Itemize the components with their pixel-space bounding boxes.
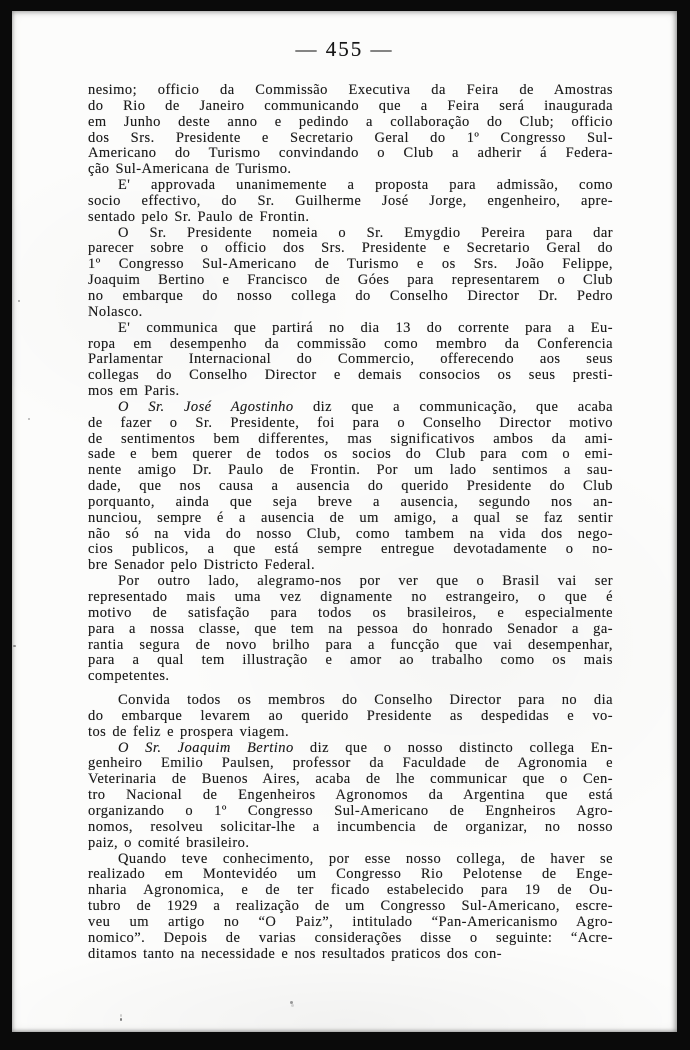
page-text: [88, 83, 613, 962]
text-segment: motivo de satisfação para todos os brasileiros, e especialmente: [88, 604, 613, 621]
text-line: [88, 669, 613, 685]
text-segment: socio effectivo, do Sr. Guilherme José Jorge, engenheiro, apre-: [88, 192, 613, 209]
text-segment: veu um artigo no “O Paiz”, intitulado “Pan-Americanismo Agro-: [88, 913, 613, 930]
text-line: [88, 241, 613, 257]
text-line: [88, 257, 613, 273]
text-segment: dade, que nos causa a ausencia do querido Presidente do Club: [88, 478, 613, 495]
text-segment: 1º Congresso Sul-Americano de Turismo e os Srs. João Felippe,: [88, 256, 613, 273]
speaker-name: O Sr. Joaquim Bertino: [118, 739, 294, 756]
text-line: [88, 162, 613, 178]
text-line: [88, 115, 613, 131]
text-segment: tos de feliz e prospera viagem.: [88, 723, 290, 740]
text-segment: em Junho deste anno e pedindo a collaboração do Club; officio: [88, 113, 613, 130]
text-segment: ropa em desempenho da commissão como membro da Conferencia: [88, 335, 613, 352]
text-segment: tubro de 1929 a realização de um Congresso Sul-Americano, escre-: [88, 898, 613, 915]
text-segment: E' communica que partirá no dia 13 do corrente para a Eu-: [118, 319, 613, 336]
text-line: [88, 772, 613, 788]
text-line: [88, 867, 613, 883]
text-segment: de sentimentos bem differentes, mas significativos ambos da ami-: [88, 430, 613, 447]
text-segment: do embarque levarem ao querido Presidente as despedidas e vo-: [88, 707, 613, 724]
scan-speck: [28, 418, 30, 420]
text-line: [88, 146, 613, 162]
text-segment: não só na vida do nosso Club, como tambem na vida dos nego-: [88, 525, 613, 542]
text-segment: nomos, resolveu solicitar-lhe a incumbencia de organizar, no nosso: [88, 818, 613, 835]
text-segment: bre Senador pelo Districto Federal.: [88, 557, 316, 574]
text-segment: nesimo; officio da Commissão Executiva da Feira de Amostras: [88, 82, 613, 98]
text-line: [88, 653, 613, 669]
text-segment: do Rio de Janeiro communicando que a Feira será inaugurada: [88, 97, 613, 114]
text-line: [88, 289, 613, 305]
text-line: [88, 83, 613, 99]
paragraph: [88, 178, 613, 226]
text-segment: paiz, o comité brasileiro.: [88, 834, 250, 851]
text-line: [88, 606, 613, 622]
paragraph: [88, 400, 613, 574]
text-segment: Convida todos os membros do Conselho Director para no dia: [118, 692, 613, 709]
scan-speck: [13, 645, 16, 647]
text-line: [88, 400, 613, 416]
text-line: [88, 384, 613, 400]
page-number: — 455 —: [295, 37, 394, 61]
text-line: [88, 574, 613, 590]
text-line: [88, 432, 613, 448]
text-segment: nente amigo Dr. Paulo de Frontin. Por um lado sentimos a sau-: [88, 462, 613, 479]
text-segment: nharia Agronomica, e de ter ficado estabelecido para 19 de Ou-: [88, 882, 613, 899]
scan-speck: [290, 1001, 293, 1004]
text-line: [88, 693, 613, 709]
text-line: [88, 931, 613, 947]
text-segment: para a nossa classe, que tem na pessoa do honrado Senador a ga-: [88, 620, 613, 637]
paragraph: [88, 83, 613, 178]
paragraph: [88, 693, 613, 741]
text-line: [88, 836, 613, 852]
text-line: [88, 820, 613, 836]
text-segment: mos em Paris.: [88, 383, 180, 400]
text-line: [88, 590, 613, 606]
text-line: [88, 337, 613, 353]
text-segment: ditamos tanto na necessidade e nos resultados praticos dos con-: [88, 945, 502, 962]
scan-speck: [120, 1018, 122, 1021]
text-line: [88, 741, 613, 757]
text-line: [88, 788, 613, 804]
text-segment: sade e bem querer de todos os socios do Club para com o emi-: [88, 446, 613, 463]
text-line: [88, 804, 613, 820]
text-segment: tro Nacional de Engenheiros Agronomos da Argentina que está: [88, 787, 613, 804]
text-line: [88, 899, 613, 915]
text-line: [88, 352, 613, 368]
text-line: [88, 947, 613, 963]
text-segment: nunciou, sempre é a ausencia de um amigo, a qual se faz sentir: [88, 509, 613, 526]
paragraph: [88, 852, 613, 963]
text-segment: Americano do Turismo convindando o Club a adherir á Federa-: [88, 145, 613, 162]
text-line: [88, 495, 613, 511]
text-segment: de fazer o Sr. Presidente, foi para o Conselho Director motivo: [88, 414, 613, 431]
text-line: [88, 852, 613, 868]
text-segment: porquanto, ainda que seja breve a ausencia, segundo nos an-: [88, 493, 613, 510]
text-segment: competentes.: [88, 668, 170, 685]
text-line: [88, 305, 613, 321]
text-segment: E' approvada unanimemente a proposta para admissão, como: [118, 177, 613, 194]
text-line: [88, 756, 613, 772]
text-segment: rantia segura de novo brilho para a funcção que vai desempenhar,: [88, 636, 613, 653]
text-segment: collegas do Conselho Director e demais consocios os seus presti-: [88, 367, 613, 384]
text-line: [88, 915, 613, 931]
text-segment: sentado pelo Sr. Paulo de Frontin.: [88, 208, 310, 225]
paragraph: [88, 574, 613, 685]
paragraph: [88, 741, 613, 852]
text-line: [88, 416, 613, 432]
text-line: [88, 368, 613, 384]
text-line: [88, 622, 613, 638]
text-segment: diz que o nosso distincto collega En-: [293, 739, 614, 756]
text-segment: cios publicos, a que está sempre entregue devotadamente o no-: [88, 541, 613, 558]
text-line: [88, 447, 613, 463]
text-segment: O Sr. Presidente nomeia o Sr. Emygdio Pereira para dar: [118, 224, 613, 241]
text-line: [88, 542, 613, 558]
text-segment: representado mais uma vez dignamente no estrangeiro, o que é: [88, 589, 613, 605]
text-segment: Joaquim Bertino e Francisco de Góes para representarem o Club: [88, 272, 613, 289]
document-page: [12, 11, 677, 1032]
text-segment: Veterinaria de Buenos Aires, acaba de lhe communicar que o Cen-: [88, 771, 613, 788]
text-line: [88, 210, 613, 226]
text-segment: organizando o 1º Congresso Sul-Americano de Engnheiros Agro-: [88, 802, 613, 819]
text-segment: nomico”. Depois de varias considerações disse o seguinte: “Acre-: [88, 929, 613, 946]
paragraph: [88, 226, 613, 321]
text-line: [88, 463, 613, 479]
paragraph: [88, 321, 613, 400]
text-segment: Por outro lado, alegramo-nos por ver que o Brasil vai ser: [118, 573, 613, 590]
text-line: [88, 273, 613, 289]
text-line: [88, 479, 613, 495]
text-segment: para a qual tem illustração e amor ao trabalho como os mais: [88, 652, 613, 669]
text-line: [88, 511, 613, 527]
text-line: [88, 725, 613, 741]
text-segment: dos Srs. Presidente e Secretario Geral do 1º Congresso Sul-: [88, 129, 613, 146]
text-segment: Quando teve conhecimento, por esse nosso collega, de haver se: [118, 850, 613, 867]
text-segment: no embarque do nosso collega do Conselho Director Dr. Pedro: [88, 287, 613, 304]
text-segment: genheiro Emilio Paulsen, professor da Faculdade de Agronomia e: [88, 755, 613, 772]
text-line: [88, 638, 613, 654]
text-line: [88, 558, 613, 574]
text-segment: realizado em Montevidéo um Congresso Rio Pelotense de Enge-: [88, 866, 613, 883]
text-line: [88, 178, 613, 194]
text-segment: ção Sul-Americana de Turismo.: [88, 161, 292, 178]
text-line: [88, 226, 613, 242]
text-line: [88, 194, 613, 210]
scan-speck: [18, 300, 20, 302]
text-segment: diz que a communicação, que acaba: [293, 398, 613, 415]
text-line: [88, 883, 613, 899]
text-line: [88, 709, 613, 725]
text-segment: Parlamentar Internacional do Commercio, offerecendo aos seus: [88, 351, 613, 368]
text-segment: parecer sobre o officio dos Srs. Presidente e Secretario Geral do: [88, 240, 613, 257]
text-line: [88, 131, 613, 147]
text-segment: Nolasco.: [88, 303, 143, 320]
text-line: [88, 321, 613, 337]
text-line: [88, 527, 613, 543]
text-line: [88, 99, 613, 115]
speaker-name: O Sr. José Agostinho: [118, 398, 294, 415]
